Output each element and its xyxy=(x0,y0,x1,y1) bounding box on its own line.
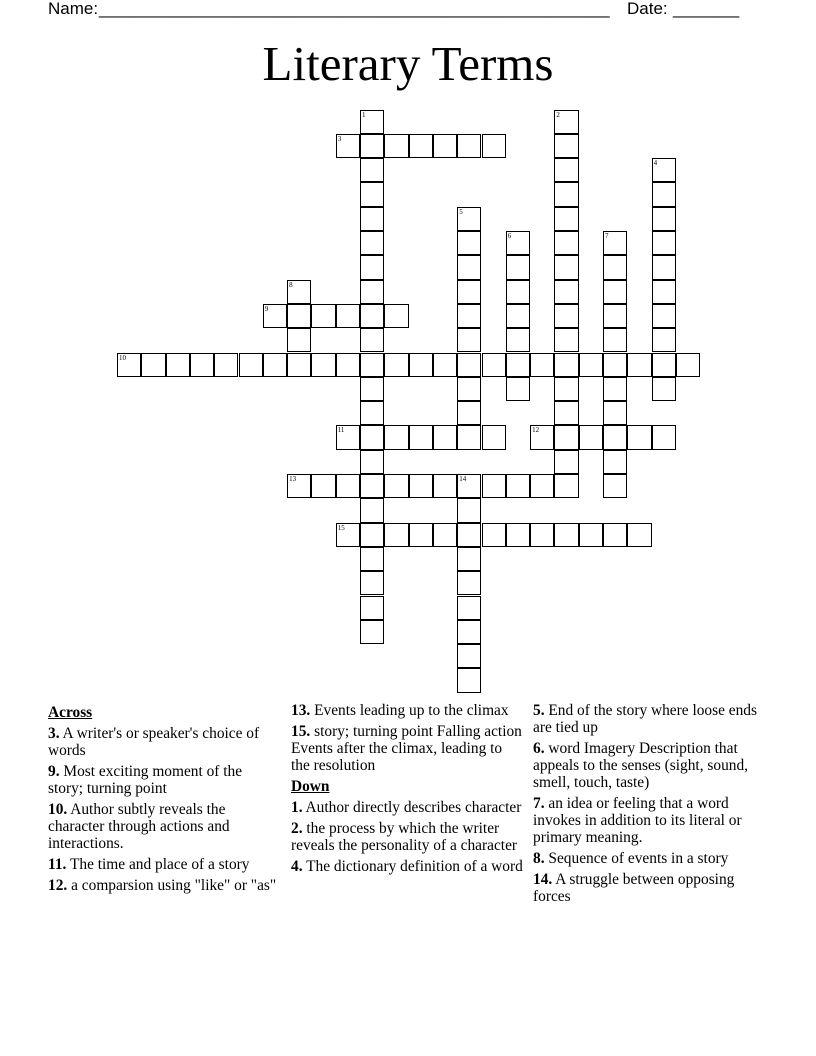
cell-number: 15 xyxy=(337,523,345,532)
cell-number: 3 xyxy=(337,134,342,143)
grid-cell[interactable] xyxy=(554,401,578,425)
cell-number: 5 xyxy=(459,207,463,216)
grid-cell[interactable] xyxy=(360,523,384,547)
grid-cell[interactable] xyxy=(554,158,578,182)
grid-cell[interactable] xyxy=(506,231,530,255)
grid-cell[interactable] xyxy=(457,377,481,401)
cell-number: 10 xyxy=(119,353,126,362)
clue-down-7: 7. an idea or feeling that a word invokes in addition to its literal or primary meaning. xyxy=(533,795,742,846)
grid-cell[interactable] xyxy=(506,280,530,304)
clue-down-4: 4. The dictionary definition of a word xyxy=(291,858,523,875)
clue-across-13: 13. Events leading up to the climax xyxy=(291,702,509,719)
grid-cell[interactable] xyxy=(652,182,676,206)
grid-cell[interactable] xyxy=(554,353,578,377)
date-label: Date: xyxy=(627,0,668,18)
grid-cell[interactable] xyxy=(603,328,627,352)
grid-cell[interactable] xyxy=(627,425,651,449)
grid-cell[interactable] xyxy=(336,134,360,158)
grid-cell[interactable] xyxy=(360,353,384,377)
grid-cell[interactable] xyxy=(457,207,481,231)
grid-cell[interactable] xyxy=(506,328,530,352)
grid-cell[interactable] xyxy=(554,182,578,206)
grid-cell[interactable] xyxy=(457,620,481,644)
grid-cell[interactable] xyxy=(336,304,360,328)
grid-cell[interactable] xyxy=(287,280,311,304)
clue-across-3: 3. A writer's or speaker's choice of words xyxy=(48,725,260,759)
grid-cell[interactable] xyxy=(141,353,165,377)
grid-cell[interactable] xyxy=(652,280,676,304)
grid-cell[interactable] xyxy=(117,353,141,377)
grid-cell[interactable] xyxy=(652,207,676,231)
grid-cell[interactable] xyxy=(603,255,627,279)
clue-across-12: 12. a comparsion using "like" or "as" xyxy=(48,877,277,894)
grid-cell[interactable] xyxy=(457,668,481,692)
grid-cell[interactable] xyxy=(652,158,676,182)
grid-cell[interactable] xyxy=(166,353,190,377)
grid-cell[interactable] xyxy=(603,280,627,304)
grid-cell[interactable] xyxy=(360,377,384,401)
grid-cell[interactable] xyxy=(287,353,311,377)
grid-cell[interactable] xyxy=(360,328,384,352)
grid-cell[interactable] xyxy=(457,474,481,498)
grid-cell[interactable] xyxy=(482,425,506,449)
grid-cell[interactable] xyxy=(603,231,627,255)
cell-number: 7 xyxy=(605,232,609,240)
grid-cell[interactable] xyxy=(214,353,238,377)
grid-cell[interactable] xyxy=(433,353,457,377)
grid-cell[interactable] xyxy=(457,596,481,620)
grid-cell[interactable] xyxy=(506,474,530,498)
grid-cell[interactable] xyxy=(603,450,627,474)
grid-cell[interactable] xyxy=(360,158,384,182)
name-line[interactable]: ______________________________________________________ xyxy=(99,0,610,18)
grid-cell[interactable] xyxy=(311,353,335,377)
grid-cell[interactable] xyxy=(360,182,384,206)
grid-cell[interactable] xyxy=(409,474,433,498)
grid-cell[interactable] xyxy=(360,207,384,231)
clue-across-9: 9. Most exciting moment of the story; turning point xyxy=(48,763,243,797)
clue-across-11: 11. The time and place of a story xyxy=(48,856,250,873)
grid-cell[interactable] xyxy=(360,134,384,158)
grid-cell[interactable] xyxy=(287,304,311,328)
grid-cell[interactable] xyxy=(336,474,360,498)
cell-number: 6 xyxy=(507,232,512,240)
grid-cell[interactable] xyxy=(360,620,384,644)
grid-cell[interactable] xyxy=(360,425,384,449)
cell-number: 2 xyxy=(556,110,560,119)
grid-cell[interactable] xyxy=(360,571,384,595)
grid-cell[interactable] xyxy=(409,523,433,547)
clue-column-2 xyxy=(291,702,523,879)
clue-down-14: 14. A struggle between opposing forces xyxy=(533,871,735,905)
down-heading: Down xyxy=(291,778,330,795)
grid-cell[interactable] xyxy=(360,450,384,474)
clue-down-6: 6. word Imagery Description that appeals to the senses (sight, sound, smell, touch, taste) xyxy=(533,740,749,791)
grid-cell[interactable] xyxy=(457,353,481,377)
grid-cell[interactable] xyxy=(579,425,603,449)
grid-cell[interactable] xyxy=(530,523,554,547)
grid-cell[interactable] xyxy=(311,474,335,498)
grid-cell[interactable] xyxy=(457,644,481,668)
grid-cell[interactable] xyxy=(336,523,360,547)
grid-cell[interactable] xyxy=(530,425,554,449)
grid-cell[interactable] xyxy=(506,377,530,401)
grid-cell[interactable] xyxy=(384,304,408,328)
grid-cell[interactable] xyxy=(433,474,457,498)
page-title: Literary Terms xyxy=(262,36,554,91)
grid-cell[interactable] xyxy=(603,474,627,498)
grid-cell[interactable] xyxy=(554,450,578,474)
cell-number: 13 xyxy=(289,475,297,483)
grid-cell[interactable] xyxy=(360,255,384,279)
grid-cell[interactable] xyxy=(603,401,627,425)
grid-cell[interactable] xyxy=(409,134,433,158)
grid-cell[interactable] xyxy=(482,523,506,547)
grid-cell[interactable] xyxy=(676,353,700,377)
grid-cell[interactable] xyxy=(457,134,481,158)
grid-cell[interactable] xyxy=(530,353,554,377)
grid-cell[interactable] xyxy=(457,523,481,547)
grid-cell[interactable] xyxy=(603,377,627,401)
clue-down-1: 1. Author directly describes character xyxy=(291,799,522,816)
grid-cell[interactable] xyxy=(652,328,676,352)
grid-cell[interactable] xyxy=(457,401,481,425)
grid-cell[interactable] xyxy=(409,353,433,377)
grid-cell[interactable] xyxy=(409,425,433,449)
grid-cell[interactable] xyxy=(554,231,578,255)
grid-cell[interactable] xyxy=(287,474,311,498)
cell-number: 9 xyxy=(264,304,269,313)
grid-cell[interactable] xyxy=(336,353,360,377)
grid-cell[interactable] xyxy=(554,474,578,498)
grid-cell[interactable] xyxy=(311,304,335,328)
grid-cell[interactable] xyxy=(554,425,578,449)
grid-cell[interactable] xyxy=(384,353,408,377)
grid-cell[interactable] xyxy=(433,425,457,449)
grid-cell[interactable] xyxy=(627,353,651,377)
grid-cell[interactable] xyxy=(652,231,676,255)
grid-cell[interactable] xyxy=(554,255,578,279)
grid-cell[interactable] xyxy=(457,304,481,328)
cell-number: 11 xyxy=(337,426,345,435)
grid-cell[interactable] xyxy=(360,401,384,425)
grid-cell[interactable] xyxy=(482,134,506,158)
grid-cell[interactable] xyxy=(384,474,408,498)
grid-cell[interactable] xyxy=(360,110,384,134)
grid-cell[interactable] xyxy=(603,425,627,449)
grid-cell[interactable] xyxy=(652,304,676,328)
cell-number: 14 xyxy=(459,475,467,483)
cell-number: 8 xyxy=(289,280,293,289)
grid-cell[interactable] xyxy=(603,523,627,547)
grid-cell[interactable] xyxy=(263,304,287,328)
grid-cell[interactable] xyxy=(457,547,481,571)
grid-cell[interactable] xyxy=(336,425,360,449)
grid-cell[interactable] xyxy=(360,280,384,304)
grid-cell[interactable] xyxy=(433,523,457,547)
grid-cell[interactable] xyxy=(652,353,676,377)
grid-cell[interactable] xyxy=(652,255,676,279)
grid-cell[interactable] xyxy=(506,255,530,279)
name-label: Name: xyxy=(48,0,99,18)
clue-down-2: 2. the process by which the writer reveals the personality of a character xyxy=(291,820,518,854)
date-line[interactable]: _______ xyxy=(673,0,740,18)
grid-cell[interactable] xyxy=(360,474,384,498)
clue-column-1 xyxy=(48,702,280,898)
grid-cell[interactable] xyxy=(554,304,578,328)
cell-number: 1 xyxy=(362,110,366,119)
grid-cell[interactable] xyxy=(239,353,263,377)
grid-cell[interactable] xyxy=(384,523,408,547)
grid-cell[interactable] xyxy=(554,207,578,231)
grid-cell[interactable] xyxy=(652,377,676,401)
grid-cell[interactable] xyxy=(579,523,603,547)
clue-down-8: 8. Sequence of events in a story xyxy=(533,850,729,867)
cell-number: 12 xyxy=(532,426,540,435)
grid-cell[interactable] xyxy=(554,523,578,547)
grid-cell[interactable] xyxy=(457,255,481,279)
clue-across-10: 10. Author subtly reveals the character through actions and interactions. xyxy=(48,801,230,852)
grid-cell[interactable] xyxy=(384,134,408,158)
grid-cell[interactable] xyxy=(482,353,506,377)
grid-cell[interactable] xyxy=(457,231,481,255)
grid-cell[interactable] xyxy=(482,474,506,498)
clue-down-5: 5. End of the story where loose ends are tied up xyxy=(533,702,757,736)
grid-cell[interactable] xyxy=(457,280,481,304)
grid-cell[interactable] xyxy=(603,304,627,328)
grid-cell[interactable] xyxy=(360,231,384,255)
grid-cell[interactable] xyxy=(554,280,578,304)
clue-across-15: 15. story; turning point Falling action Events after the climax, leading to the resolution xyxy=(291,723,522,774)
grid-cell[interactable] xyxy=(457,425,481,449)
grid-cell[interactable] xyxy=(652,425,676,449)
clue-column-3 xyxy=(533,702,765,909)
grid-cell[interactable] xyxy=(554,377,578,401)
grid-cell[interactable] xyxy=(360,498,384,522)
grid-cell[interactable] xyxy=(457,571,481,595)
grid-cell[interactable] xyxy=(627,523,651,547)
grid-cell[interactable] xyxy=(530,474,554,498)
grid-cell[interactable] xyxy=(457,498,481,522)
grid-cell[interactable] xyxy=(603,353,627,377)
grid-cell[interactable] xyxy=(384,425,408,449)
across-heading: Across xyxy=(48,704,93,721)
grid-cell[interactable] xyxy=(554,110,578,134)
grid-cell[interactable] xyxy=(554,134,578,158)
grid-cell[interactable] xyxy=(506,353,530,377)
grid-cell[interactable] xyxy=(263,353,287,377)
grid-cell[interactable] xyxy=(506,523,530,547)
grid-cell[interactable] xyxy=(360,304,384,328)
grid-cell[interactable] xyxy=(579,353,603,377)
grid-cell[interactable] xyxy=(360,547,384,571)
grid-cell[interactable] xyxy=(433,134,457,158)
grid-cell[interactable] xyxy=(190,353,214,377)
cell-number: 4 xyxy=(653,159,658,168)
grid-cell[interactable] xyxy=(360,596,384,620)
grid-cell[interactable] xyxy=(457,328,481,352)
grid-cell[interactable] xyxy=(554,328,578,352)
grid-cell[interactable] xyxy=(287,328,311,352)
grid-cell[interactable] xyxy=(506,304,530,328)
